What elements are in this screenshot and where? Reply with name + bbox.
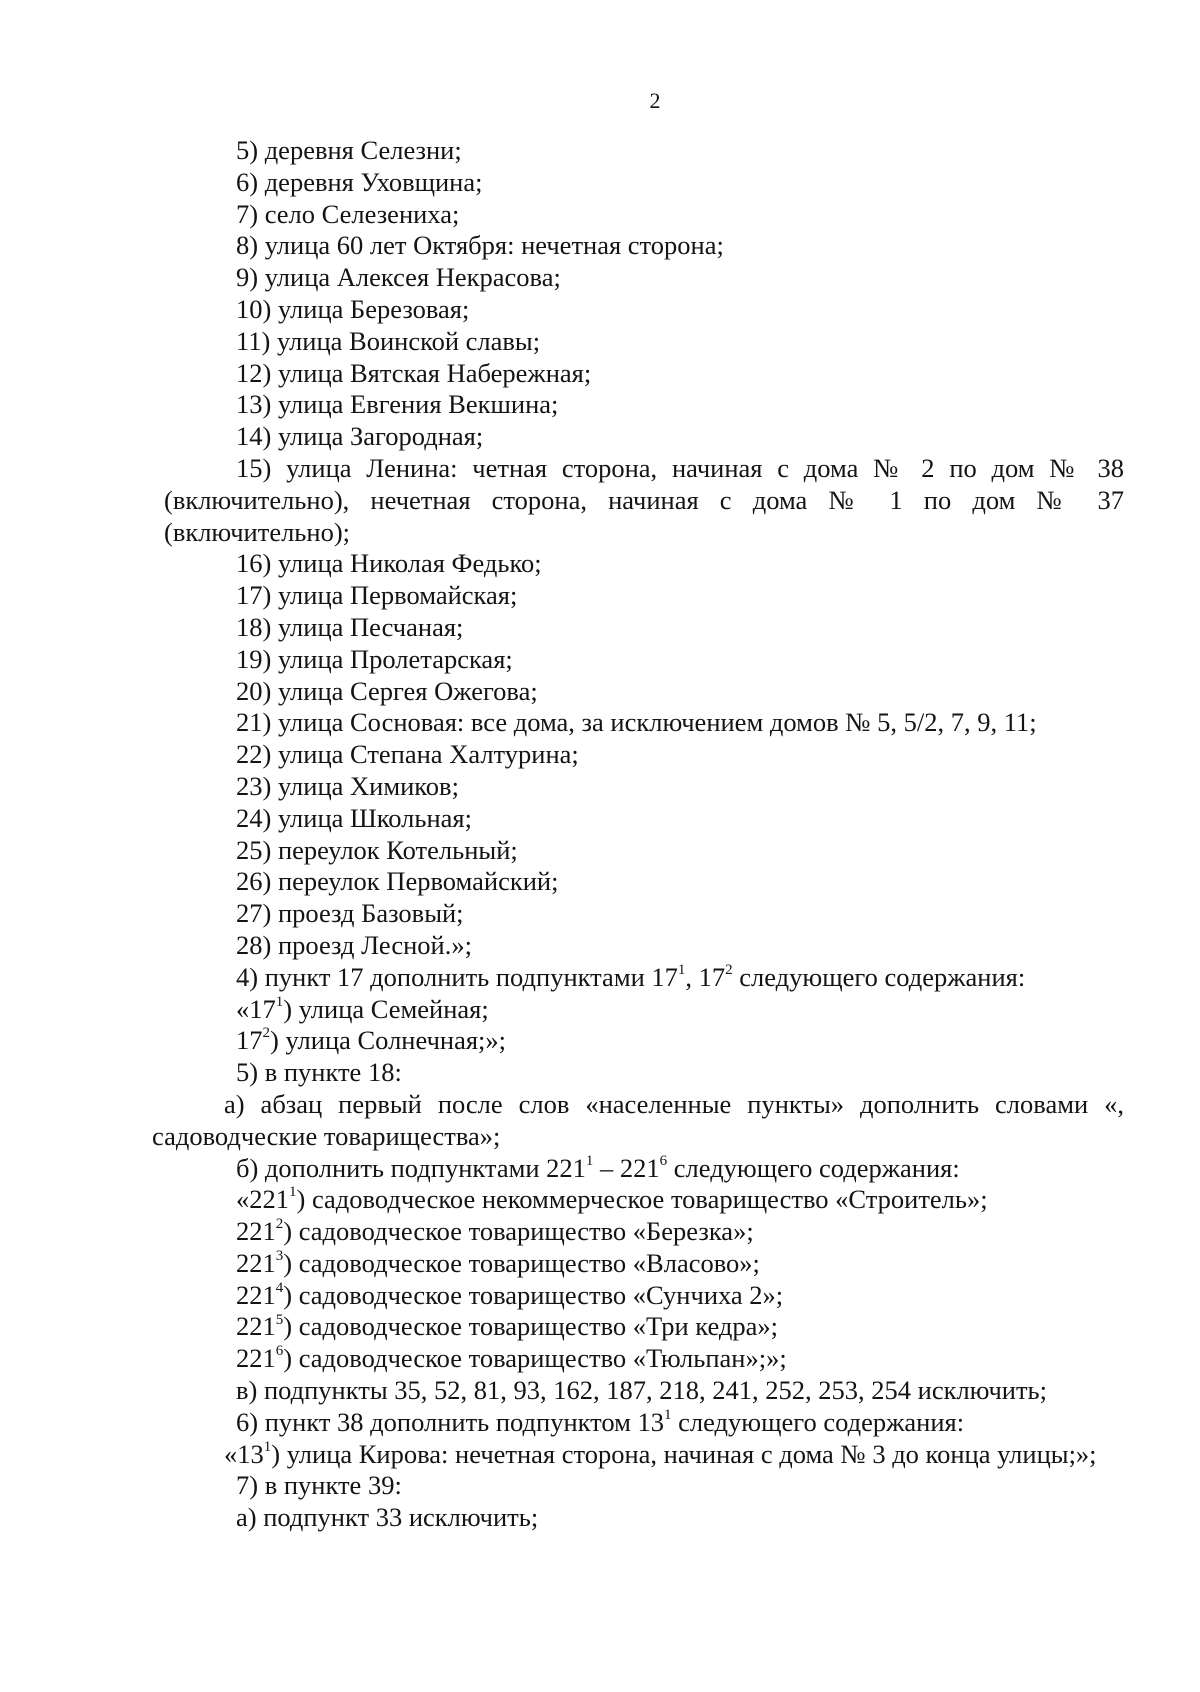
- list-item: 10) улица Березовая;: [236, 293, 470, 324]
- list-item: 6) деревня Уховщина;: [236, 166, 483, 197]
- subitem-13-1: [152, 1439, 1124, 1471]
- partnership-list: [164, 1184, 1124, 1375]
- list-item: 20) улица Сергея Ожегова;: [236, 675, 538, 706]
- superscript: 1: [275, 993, 284, 1010]
- paragraph-4-text: , 17: [685, 961, 726, 992]
- paragraph-5b-text: следующего содержания:: [667, 1152, 960, 1183]
- list-item: 16) улица Николая Федько;: [236, 548, 542, 579]
- subitem-text: 17: [236, 1025, 263, 1056]
- superscript: 1: [585, 1152, 594, 1169]
- paragraph-6: [164, 1407, 1124, 1439]
- list-item: 24) улица Школьная;: [236, 802, 472, 833]
- subitem-text: «221: [236, 1184, 289, 1215]
- paragraph-4: [164, 962, 1124, 994]
- paragraph-5b-text: б) дополнить подпунктами 221: [236, 1152, 586, 1183]
- paragraph-6-text: 6) пункт 38 дополнить подпунктом 13: [236, 1406, 665, 1437]
- subitem-text: 221: [236, 1279, 276, 1310]
- list-item: 18) улица Песчаная;: [236, 611, 464, 642]
- list-item: [164, 1280, 1124, 1312]
- subitem-text: ) садоводческое товарищество «Тюльпан»;»;: [283, 1343, 787, 1374]
- list-item: 11) улица Воинской славы;: [236, 325, 541, 356]
- paragraph-5: 5) в пункте 18:: [236, 1057, 402, 1088]
- paragraph-5c: в) подпункты 35, 52, 81, 93, 162, 187, 218, 241, 252, 253, 254 исключить;: [236, 1375, 1048, 1406]
- paragraph-5a: а) абзац первый после слов «населенные пункты» дополнить словами «, садоводческие товарищества»;: [152, 1088, 1124, 1151]
- paragraph-7: 7) в пункте 39:: [236, 1470, 402, 1501]
- subitem-text: 221: [236, 1311, 276, 1342]
- paragraph-4-text: следующего содержания:: [732, 961, 1026, 992]
- superscript: 4: [275, 1279, 284, 1296]
- list-item: [164, 1184, 1124, 1216]
- superscript: 1: [289, 1184, 297, 1201]
- list-item: 21) улица Сосновая: все дома, за исключением домов № 5, 5/2, 7, 9, 11;: [236, 707, 1037, 738]
- subitem-text: ) улица Кирова: нечетная сторона, начиная с дома № 3 до конца улицы;»;: [271, 1438, 1097, 1469]
- list-item: 25) переулок Котельный;: [236, 834, 518, 865]
- item-15: 15) улица Ленина: четная сторона, начиная с дома № 2 по дом № 38 (включительно), нечетная сторона, начиная с дома № 1 по дом № 37 (включительно);: [164, 452, 1124, 547]
- street-list-2: [164, 548, 1124, 961]
- list-item: [164, 1311, 1124, 1343]
- superscript: 1: [664, 1407, 672, 1424]
- list-item: 26) переулок Первомайский;: [236, 866, 559, 897]
- list-item: [164, 1343, 1124, 1375]
- list-item: 7) село Селезениха;: [236, 198, 460, 229]
- subitem-text: ) садоводческое товарищество «Березка»;: [283, 1216, 754, 1247]
- list-item: 12) улица Вятская Набережная;: [236, 357, 592, 388]
- list-item: 9) улица Алексея Некрасова;: [236, 262, 561, 293]
- list-item: 5) деревня Селезни;: [236, 135, 462, 165]
- superscript: 1: [677, 961, 686, 978]
- document-body: [152, 135, 1124, 1534]
- list-item: 13) улица Евгения Векшина;: [236, 389, 559, 420]
- subitem-text: ) садоводческое товарищество «Три кедра»;: [283, 1311, 779, 1342]
- page-number: 2: [649, 88, 661, 113]
- paragraph-5b-text: – 221: [593, 1152, 660, 1183]
- list-item: 28) проезд Лесной.»;: [236, 929, 472, 960]
- list-item: 8) улица 60 лет Октября: нечетная сторона;: [236, 230, 724, 261]
- superscript: 6: [275, 1343, 284, 1360]
- subitem-text: ) улица Семейная;: [283, 993, 489, 1024]
- subitem-text: ) садоводческое некоммерческое товарищество «Строитель»;: [296, 1184, 988, 1215]
- superscript: 2: [725, 961, 733, 978]
- list-item: 23) улица Химиков;: [236, 770, 459, 801]
- list-item: 19) улица Пролетарская;: [236, 643, 513, 674]
- list-item: 14) улица Загородная;: [236, 421, 484, 452]
- subitem-17-1: [164, 994, 1124, 1026]
- subitem-text: 221: [236, 1216, 276, 1247]
- paragraph-5b: [164, 1153, 1124, 1185]
- list-item: [164, 1216, 1124, 1248]
- superscript: 2: [262, 1025, 270, 1042]
- subitem-text: 221: [236, 1343, 276, 1374]
- superscript: 6: [659, 1152, 668, 1169]
- superscript: 2: [275, 1216, 284, 1233]
- subitem-text: 221: [236, 1247, 276, 1278]
- list-item: 17) улица Первомайская;: [236, 580, 518, 611]
- superscript: 1: [263, 1438, 272, 1455]
- superscript: 3: [275, 1248, 284, 1265]
- subitem-text: ) улица Солнечная;»;: [270, 1025, 507, 1056]
- paragraph-7a: а) подпункт 33 исключить;: [236, 1502, 539, 1533]
- subitem-text: ) садоводческое товарищество «Власово»;: [283, 1247, 760, 1278]
- subitem-text: «13: [224, 1438, 264, 1469]
- paragraph-6-text: следующего содержания:: [671, 1406, 965, 1437]
- paragraph-4-text: 4) пункт 17 дополнить подпунктами 17: [236, 961, 678, 992]
- subitem-17-2: [164, 1025, 1124, 1057]
- list-item: 27) проезд Базовый;: [236, 898, 464, 929]
- superscript: 5: [275, 1311, 284, 1328]
- street-list-1: [164, 135, 1124, 453]
- subitem-text: ) садоводческое товарищество «Сунчиха 2»;: [283, 1279, 784, 1310]
- list-item: [164, 1248, 1124, 1280]
- list-item: 22) улица Степана Халтурина;: [236, 739, 579, 770]
- subitem-text: «17: [236, 993, 276, 1024]
